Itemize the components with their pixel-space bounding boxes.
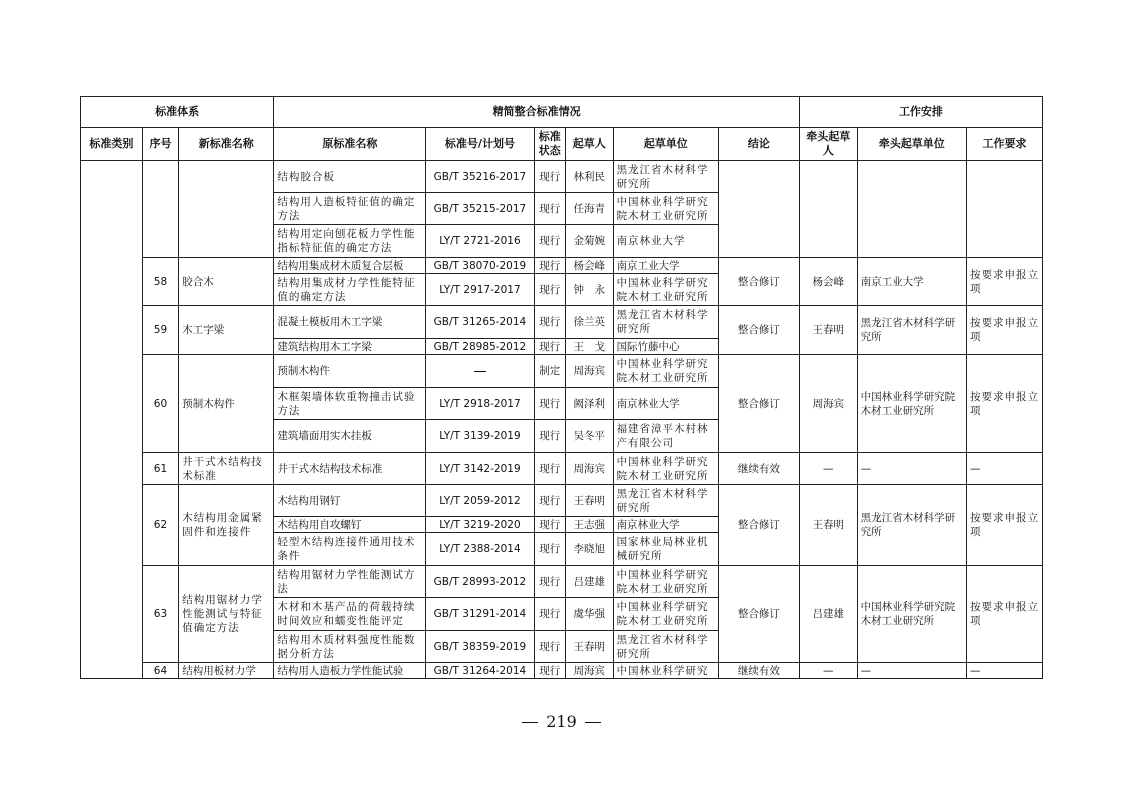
serial-no-cell: 61 <box>142 453 178 485</box>
original-standard-name-cell: 结构用人造板特征值的确定方法 <box>274 193 426 225</box>
drafting-unit-cell: 南京林业大学 <box>613 517 718 533</box>
table-row <box>81 485 1043 517</box>
standard-status-cell: 现行 <box>534 631 565 663</box>
original-standard-name-cell: 预制木构件 <box>274 355 426 388</box>
original-standard-name-cell: 木框架墙体软重物撞击试验方法 <box>274 388 426 420</box>
header-lead-drafting-unit: 牵头起草单位 <box>857 128 966 161</box>
standard-status-cell: 现行 <box>534 663 565 679</box>
new-standard-name-cell: 预制木构件 <box>179 355 274 453</box>
lead-unit-cell: 南京工业大学 <box>857 258 966 306</box>
lead-unit-cell: 黑龙江省木材科学研究所 <box>857 306 966 355</box>
conclusion-cell: 整合修订 <box>718 355 799 453</box>
drafting-unit-cell: 中国林业科学研究院木材工业研究所 <box>613 598 718 631</box>
drafter-cell: 周海宾 <box>565 663 613 679</box>
header-original-standard-name: 原标准名称 <box>274 128 426 161</box>
original-standard-name-cell: 结构用木质材料强度性能数据分析方法 <box>274 631 426 663</box>
standard-status-cell: 现行 <box>534 533 565 566</box>
drafter-cell: 周海宾 <box>565 355 613 388</box>
original-standard-name-cell: 结构用人造板力学性能试验 <box>274 663 426 679</box>
table-row <box>81 453 1043 485</box>
standard-number-cell <box>426 355 534 388</box>
table-row <box>81 663 1043 679</box>
original-standard-name-cell: 木材和木基产品的荷载持续时间效应和蠕变性能评定 <box>274 598 426 631</box>
drafter-cell: 杨会峰 <box>565 258 613 274</box>
drafter-cell: 王春明 <box>565 485 613 517</box>
original-standard-name-cell: 结构用集成材木质复合层板 <box>274 258 426 274</box>
header-new-standard-name: 新标准名称 <box>179 128 274 161</box>
requirement-cell: — <box>966 453 1042 485</box>
drafting-unit-cell: 黑龙江省木材科学研究所 <box>613 631 718 663</box>
original-standard-name-cell: 结构用锯材力学性能测试方法 <box>274 566 426 598</box>
lead-unit-cell: — <box>857 663 966 679</box>
header-category: 标准类别 <box>81 128 143 161</box>
lead-drafter-cell: — <box>799 663 857 679</box>
table-row <box>81 306 1043 339</box>
original-standard-name-cell: 木结构用钢钉 <box>274 485 426 517</box>
conclusion-cell: 整合修订 <box>718 566 799 663</box>
serial-no-cell: 64 <box>142 663 178 679</box>
standard-status-cell: 现行 <box>534 517 565 533</box>
drafting-unit-cell: 中国林业科学研究院木材工业研究所 <box>613 566 718 598</box>
header-work-requirement: 工作要求 <box>966 128 1042 161</box>
standard-status-cell: 现行 <box>534 598 565 631</box>
standard-number-cell: LY/T 2917-2017 <box>426 274 534 306</box>
drafting-unit-cell: 南京工业大学 <box>613 258 718 274</box>
drafter-cell: 李晓旭 <box>565 533 613 566</box>
drafting-unit-cell: 国际竹藤中心 <box>613 339 718 355</box>
conclusion-cell: 整合修订 <box>718 258 799 306</box>
drafting-unit-cell: 黑龙江省木材科学研究所 <box>613 161 718 193</box>
lead-unit-cell: — <box>857 453 966 485</box>
standard-status-cell: 现行 <box>534 193 565 225</box>
header-lead-drafter: 牵头起草人 <box>799 128 857 161</box>
drafter-cell: 王志强 <box>565 517 613 533</box>
conclusion-cell: 继续有效 <box>718 453 799 485</box>
original-standard-name-cell: 轻型木结构连接件通用技术条件 <box>274 533 426 566</box>
requirement-cell: 按要求申报立项 <box>966 566 1042 663</box>
original-standard-name-cell: 结构用集成材力学性能特征值的确定方法 <box>274 274 426 306</box>
conclusion-cell: 整合修订 <box>718 485 799 566</box>
serial-no-cell: 59 <box>142 306 178 355</box>
table-row <box>81 258 1043 274</box>
drafter-cell: 虞华强 <box>565 598 613 631</box>
new-standard-name-cell: 结构用锯材力学性能测试与特征值确定方法 <box>179 566 274 663</box>
new-standard-name-cell <box>179 161 274 258</box>
original-standard-name-cell: 建筑墙面用实木挂板 <box>274 420 426 453</box>
drafter-cell: 阙泽利 <box>565 388 613 420</box>
standard-status-cell: 现行 <box>534 339 565 355</box>
standard-number-cell: LY/T 3142-2019 <box>426 453 534 485</box>
requirement-cell: 按要求申报立项 <box>966 306 1042 355</box>
drafter-cell: 徐兰英 <box>565 306 613 339</box>
conclusion-cell: 整合修订 <box>718 306 799 355</box>
not-applicable-dash <box>474 371 486 372</box>
header-column-row <box>81 128 1043 161</box>
drafting-unit-cell: 黑龙江省木材科学研究所 <box>613 485 718 517</box>
drafting-unit-cell: 国家林业局林业机械研究所 <box>613 533 718 566</box>
original-standard-name-cell: 结构用定向刨花板力学性能指标特征值的确定方法 <box>274 225 426 258</box>
requirement-cell: 按要求申报立项 <box>966 355 1042 453</box>
conclusion-cell: 继续有效 <box>718 663 799 679</box>
lead-unit-cell: 中国林业科学研究院木材工业研究所 <box>857 566 966 663</box>
standard-status-cell: 现行 <box>534 420 565 453</box>
standard-number-cell: LY/T 3139-2019 <box>426 420 534 453</box>
header-work-arrangement: 工作安排 <box>799 97 1042 128</box>
new-standard-name-cell: 木工字梁 <box>179 306 274 355</box>
standard-status-cell: 制定 <box>534 355 565 388</box>
standard-status-cell: 现行 <box>534 161 565 193</box>
drafter-cell: 吴冬平 <box>565 420 613 453</box>
drafter-cell: 周海宾 <box>565 453 613 485</box>
standard-status-cell: 现行 <box>534 566 565 598</box>
standards-table-container <box>80 96 1043 679</box>
new-standard-name-cell: 木结构用金属紧固件和连接件 <box>179 485 274 566</box>
original-standard-name-cell: 混凝土模板用木工字梁 <box>274 306 426 339</box>
footer-dash-left <box>522 722 538 723</box>
drafting-unit-cell: 黑龙江省木材科学研究所 <box>613 306 718 339</box>
original-standard-name-cell: 木结构用自攻螺钉 <box>274 517 426 533</box>
drafter-cell: 吕建雄 <box>565 566 613 598</box>
standard-number-cell: GB/T 28985-2012 <box>426 339 534 355</box>
header-consolidation-info: 精简整合标准情况 <box>274 97 800 128</box>
lead-drafter-cell: 杨会峰 <box>799 258 857 306</box>
drafting-unit-cell: 中国林业科学研究院木材工业研究所 <box>613 355 718 388</box>
standard-number-cell: GB/T 31264-2014 <box>426 663 534 679</box>
lead-drafter-cell: — <box>799 453 857 485</box>
header-standard-system: 标准体系 <box>81 97 274 128</box>
header-standard-number: 标准号/计划号 <box>426 128 534 161</box>
footer-dash-right <box>585 722 601 723</box>
standard-number-cell: LY/T 2059-2012 <box>426 485 534 517</box>
standard-number-cell: GB/T 35216-2017 <box>426 161 534 193</box>
standard-status-cell: 现行 <box>534 225 565 258</box>
lead-drafter-cell: 王春明 <box>799 306 857 355</box>
header-drafter: 起草人 <box>565 128 613 161</box>
header-drafting-unit: 起草单位 <box>613 128 718 161</box>
requirement-cell: 按要求申报立项 <box>966 485 1042 566</box>
standard-number-cell: LY/T 2388-2014 <box>426 533 534 566</box>
standard-status-cell: 现行 <box>534 453 565 485</box>
drafter-cell: 王 戈 <box>565 339 613 355</box>
lead-drafter-cell: 周海宾 <box>799 355 857 453</box>
lead-unit-cell: 中国林业科学研究院木材工业研究所 <box>857 355 966 453</box>
standard-status-cell: 现行 <box>534 306 565 339</box>
standard-status-cell: 现行 <box>534 258 565 274</box>
drafter-cell: 钟 永 <box>565 274 613 306</box>
serial-no-cell: 63 <box>142 566 178 663</box>
standard-number-cell: LY/T 3219-2020 <box>426 517 534 533</box>
serial-no-cell: 60 <box>142 355 178 453</box>
standard-number-cell: LY/T 2918-2017 <box>426 388 534 420</box>
lead-drafter-cell <box>799 161 857 258</box>
standards-table <box>80 96 1043 679</box>
serial-no-cell: 62 <box>142 485 178 566</box>
lead-drafter-cell: 吕建雄 <box>799 566 857 663</box>
requirement-cell <box>966 161 1042 258</box>
standard-number-cell: LY/T 2721-2016 <box>426 225 534 258</box>
drafting-unit-cell: 南京林业大学 <box>613 388 718 420</box>
standard-number-cell: GB/T 28993-2012 <box>426 566 534 598</box>
standard-number-cell: GB/T 31265-2014 <box>426 306 534 339</box>
lead-unit-cell: 黑龙江省木材科学研究所 <box>857 485 966 566</box>
drafter-cell: 任海青 <box>565 193 613 225</box>
lead-drafter-cell: 王春明 <box>799 485 857 566</box>
original-standard-name-cell: 结构胶合板 <box>274 161 426 193</box>
requirement-cell: — <box>966 663 1042 679</box>
drafter-cell: 金菊婉 <box>565 225 613 258</box>
lead-unit-cell <box>857 161 966 258</box>
drafter-cell: 王春明 <box>565 631 613 663</box>
standard-number-cell: GB/T 38070-2019 <box>426 258 534 274</box>
header-standard-status: 标准状态 <box>534 128 565 161</box>
table-row <box>81 161 1043 193</box>
new-standard-name-cell: 结构用板材力学 <box>179 663 274 679</box>
serial-no-cell: 58 <box>142 258 178 306</box>
table-row <box>81 566 1043 598</box>
original-standard-name-cell: 井干式木结构技术标准 <box>274 453 426 485</box>
header-conclusion: 结论 <box>718 128 799 161</box>
standard-status-cell: 现行 <box>534 485 565 517</box>
requirement-cell: 按要求申报立项 <box>966 258 1042 306</box>
new-standard-name-cell: 胶合木 <box>179 258 274 306</box>
drafting-unit-cell: 中国林业科学研究院木材工业研究所 <box>613 274 718 306</box>
drafting-unit-cell: 南京林业大学 <box>613 225 718 258</box>
drafting-unit-cell: 中国林业科学研究院木材工业研究所 <box>613 193 718 225</box>
header-serial-no: 序号 <box>142 128 178 161</box>
original-standard-name-cell: 建筑结构用木工字梁 <box>274 339 426 355</box>
standard-status-cell: 现行 <box>534 274 565 306</box>
drafter-cell: 林利民 <box>565 161 613 193</box>
drafting-unit-cell: 福建省漳平木村林产有限公司 <box>613 420 718 453</box>
page-number: 219 <box>546 712 577 731</box>
standard-number-cell: GB/T 35215-2017 <box>426 193 534 225</box>
header-group-row <box>81 97 1043 128</box>
drafting-unit-cell: 中国林业科学研究 <box>613 663 718 679</box>
serial-no-cell <box>142 161 178 258</box>
standard-status-cell: 现行 <box>534 388 565 420</box>
page-footer <box>0 712 1123 731</box>
category-cell <box>81 161 143 679</box>
new-standard-name-cell: 井干式木结构技术标准 <box>179 453 274 485</box>
standard-number-cell: GB/T 31291-2014 <box>426 598 534 631</box>
drafting-unit-cell: 中国林业科学研究院木材工业研究所 <box>613 453 718 485</box>
conclusion-cell <box>718 161 799 258</box>
standard-number-cell: GB/T 38359-2019 <box>426 631 534 663</box>
table-row <box>81 355 1043 388</box>
